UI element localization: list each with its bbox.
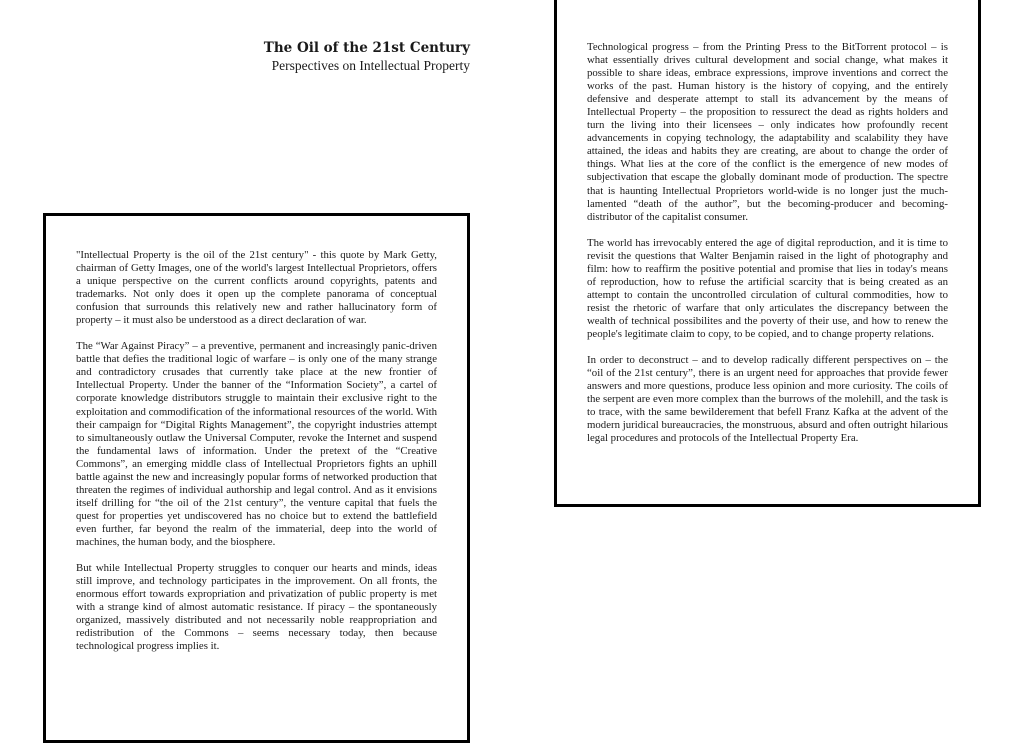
paragraph: The “War Against Piracy” – a preventive, permanent and increasingly panic-driven battle that defies the traditional logic of warfare – is only one of the many strange and contradictory crusades that currently take place at the new frontier of Intellectual Property. Under the banner of the “Information Society”, a cartel of corporate knowledge distributors struggle to maintain their exclusive right to the exploitation and commodification of the informational resources of the world. With their campaign for “Digital Rights Management”, the copyright industries attempt to simultaneously outlaw the Universal Computer, revoke the Internet and suspend the fundamental laws of information. Under the pretext of the “Creative Commons”, an emerging middle class of Intellectual Proprietors fights an uphill battle against the new and increasingly popular forms of networked production that threaten the regimes of individual authorship and legal control. And as it envisions itself drilling for “the oil of the 21st century”, the venture capital that fuels the quest for properties yet undiscovered has no choice but to extend the battlefield even further, far beyond the realm of the immaterial, deep into the world of machines, the human body, and the biosphere.: [76, 340, 437, 548]
page-title: The Oil of the 21st Century: [263, 40, 470, 56]
paragraph: "Intellectual Property is the oil of the 21st century" - this quote by Mark Getty, chairman of Getty Images, one of the world's largest Intellectual Proprietors, offers a unique perspective on the current conflicts around copyrights, patents and trademarks. Not only does it open up the complete panorama of conceptual confusion that surrounds this relatively new and rather hallucinatory form of property – it must also be understood as a direct declaration of war.: [76, 249, 437, 327]
page-subtitle: Perspectives on Intellectual Property: [271, 58, 470, 73]
paragraph: The world has irrevocably entered the age of digital reproduction, and it is time to revisit the questions that Walter Benjamin raised in the light of photography and film: how to reaffirm the positive potential and promise that lies in today's means of reproduction, how to refuse the artificial scarcity that is being created as an attempt to contain the uncontrolled circulation of cultural commodities, how to resist the rhetoric of warfare that only articulates the discrepancy between the wealth of technical possibilites and the poverty of their use, and how to renew the people's legitimate claim to copy, to be copied, and to change property relations.: [587, 236, 948, 340]
paragraph: Technological progress – from the Printing Press to the BitTorrent protocol – is what essentially drives cultural development and social change, what makes it possible to share ideas, embrace expressions, improve inventions and correct the works of the past. Human history is the history of copying, and the entirely defensive and desperate attempt to stall its advancement by the means of Intellectual Property – the proposition to ressurect the dead as rights holders and turn the living into their licensees – only indicates how profoundly recent advancements in copying technology, the adaptability and scalability they have attained, the ideas and habits they are creating, are about to change the order of things. What lies at the core of the conflict is the emergence of new modes of subjectivation that escape the globally dominant mode of production. The spectre that is haunting Intellectual Proprietors world-wide is no longer just the much-lamented “death of the author”, but the becoming-producer and becoming-distributor of the capitalist consumer.: [587, 41, 948, 223]
title-block: [70, 40, 470, 74]
right-text-column: [587, 41, 948, 458]
paragraph: But while Intellectual Property struggles to conquer our hearts and minds, ideas still improve, and technology participates in the improvement. On all fronts, the enormous effort towards expropriation and privatization of public property is met with a strange kind of almost automatic resistance. If piracy – the spontaneously organized, massively distributed and not necessarily noble reappropriation and redistribution of the Commons – seems necessary today, then because technological progress implies it.: [76, 562, 437, 653]
left-text-column: [76, 249, 437, 666]
paragraph: In order to deconstruct – and to develop radically different perspectives on – the “oil of the 21st century”, there is an urgent need for approaches that provide fewer answers and more questions, produce less opinion and more curiosity. The coils of the serpent are even more complex than the burrows of the molehill, and the task is to trace, with the same bewilderement that befell Franz Kafka at the advent of the modern juridical bureaucracies, the monstruous, absurd and often outright hilarious legal procedures and protocols of the Intellectual Property Era.: [587, 354, 948, 445]
